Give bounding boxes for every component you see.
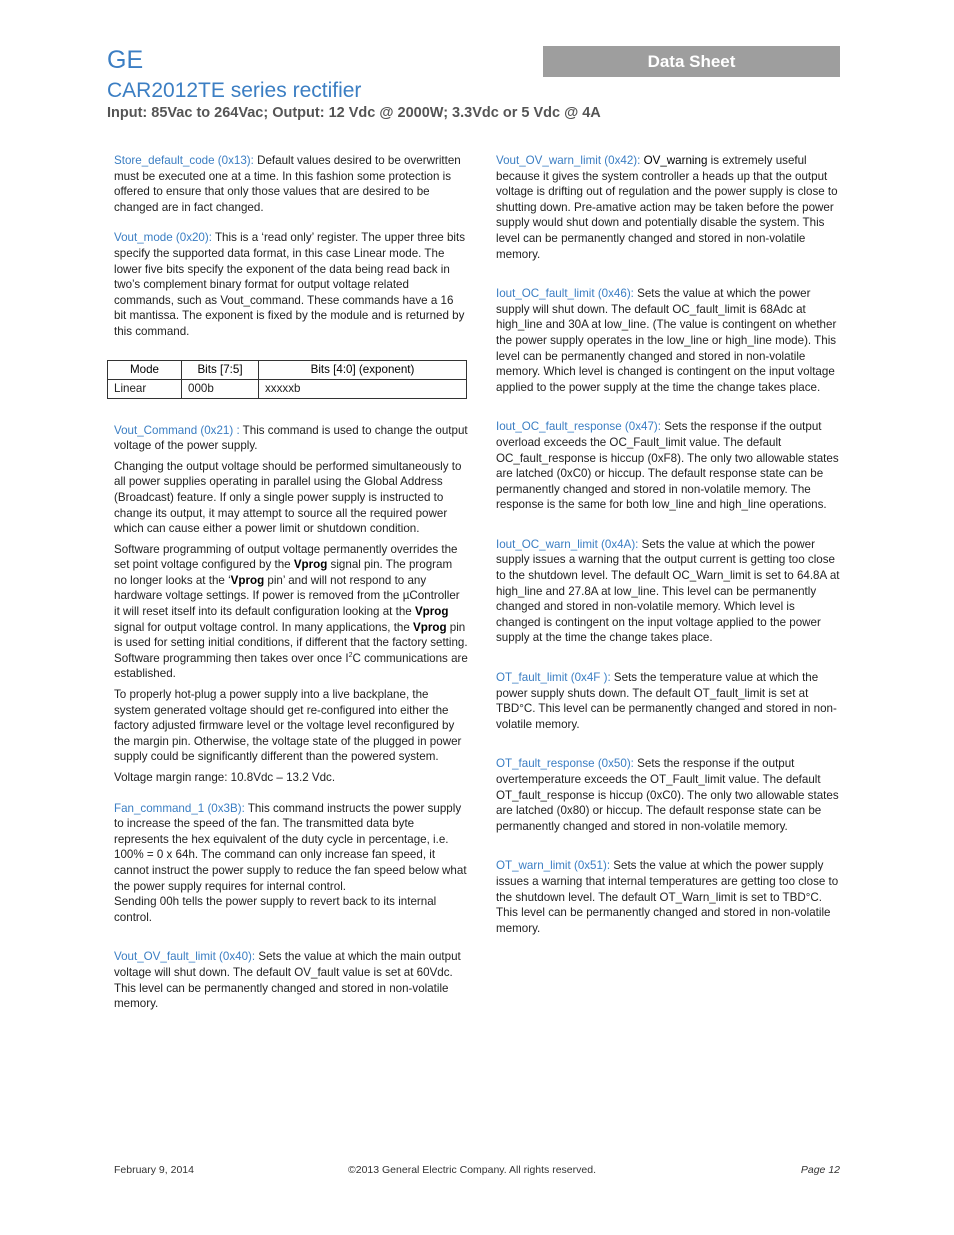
right-column — [496, 153, 841, 936]
table-header-cell: Bits [4:0] (exponent) — [259, 360, 467, 379]
iout-oc-fault-paragraph — [496, 286, 841, 395]
table-row — [108, 379, 467, 398]
vprog-term: Vprog — [414, 605, 449, 619]
store-default-code-paragraph — [114, 153, 468, 215]
register-name: Vout_OV_warn_limit (0x42): — [496, 154, 641, 167]
register-description: is extremely useful because it gives the system controller a heads up that the output voltage is drifting out of regulation and the power supply is close to shutting down. Pre-amative action may be taken before the power supply would shut down and potentially disable the system. This level can be permanently changed and stored in non-volatile memory. — [496, 154, 838, 261]
brand-logo-text: GE — [107, 46, 144, 74]
ot-response-paragraph — [496, 756, 841, 834]
vout-command-paragraph-3 — [114, 542, 468, 682]
footer-copyright: ©2013 General Electric Company. All rights reserved. — [348, 1164, 596, 1176]
register-description: Sets the value at which the power supply issues a warning that the output current is getting too close to the shutdown level. The default OC_Warn_limit is set to 64.8A at high_line and 27.8A at low_line. This level can be permanently changed and stored in non-volatile memory. Which level is changed is contingent on the input voltage applied to the power supply at the time the change takes place. — [496, 537, 840, 645]
register-name: Iout_OC_warn_limit (0x4A): — [496, 537, 639, 551]
register-description: This command instructs the power supply to increase the speed of the fan. The transmitted data byte represents the hex equivalent of the duty cycle in percentage, i.e. 100% = 0 x 64h. The command can only increase fan speed, it cannot instruct the power supply to reduce the fan speed below what the power supply requires for internal control. — [114, 801, 467, 893]
vout-ov-fault-paragraph — [114, 949, 468, 1011]
table-header-cell: Bits [7:5] — [182, 360, 259, 379]
register-name: Store_default_code (0x13): — [114, 154, 254, 167]
text-run: C communications are established. — [114, 651, 468, 681]
vout-mode-paragraph — [114, 230, 468, 339]
text-run: signal for output voltage control. In many applications, the — [114, 620, 414, 634]
vprog-term: Vprog — [230, 573, 265, 587]
iout-oc-response-paragraph — [496, 419, 841, 513]
register-description: Default values desired to be overwritten must be executed one at a time. In this fashion some protection is offered to ensure that only those values that are desired to be changed are in fact changed. — [114, 154, 461, 214]
register-name: OT_warn_limit (0x51): — [496, 859, 611, 873]
ot-warn-paragraph — [496, 858, 841, 936]
ov-warning-term: OV_warning — [643, 154, 708, 167]
iout-oc-warn-paragraph — [496, 537, 841, 646]
fan-command-paragraph-2: Sending 00h tells the power supply to revert back to its internal control. — [114, 895, 437, 924]
table-cell: 000b — [182, 379, 259, 398]
register-description: Sets the response if the output overtemperature exceeds the OT_Fault_limit value. The default OT_fault_response is hiccup (0xC0). The only two allowable states are latched (0x80) or hiccup. The default response state can be permanently changed and stored in non-volatile memory. — [496, 757, 839, 833]
register-description: This command is used to change the output voltage of the power supply. — [114, 423, 468, 453]
vprog-term: Vprog — [413, 620, 447, 634]
register-name: Iout_OC_fault_limit (0x46): — [496, 287, 634, 301]
register-description: Sets the value at which the power supply issues a warning that internal temperatures are getting too close to the shutdown level. The default OT_Warn_limit is set to TBD°C. This level can be permanently changed and stored in non-volatile memory. — [496, 859, 839, 935]
register-description: Sets the response if the output overload exceeds the OC_Fault_limit value. The default OC_fault_response is hiccup (0xF8). The only two allowable states are latched (0xC0) or hiccup. The default response state can be permanently changed and stored in non-volatile memory. The response is the same for both low_line and high_line operations. — [496, 420, 839, 512]
register-name: Vout_OV_fault_limit (0x40): — [114, 950, 256, 964]
vout-command-paragraph — [114, 423, 468, 454]
register-name: Vout_Command (0x21) : — [114, 423, 240, 437]
voltage-margin-range: Voltage margin range: 10.8Vdc – 13.2 Vdc. — [114, 771, 336, 784]
table-header-cell: Mode — [108, 360, 182, 379]
mode-bits-table — [107, 360, 467, 399]
text-run: pin is used for setting initial conditions, if different that the factory setting. Software programming then takes over once I — [114, 620, 468, 665]
register-name: OT_fault_response (0x50): — [496, 757, 634, 771]
text-run: Software programming of output voltage permanently overrides the set point voltage configured by the — [114, 542, 458, 572]
register-description: Sets the temperature value at which the power supply shuts down. The default OT_fault_limit is set at TBD°C. This level can be permanently changed and stored in non-volatile memory. — [496, 671, 837, 731]
product-subtitle: Input: 85Vac to 264Vac; Output: 12 Vdc @ 2000W; 3.3Vdc or 5 Vdc @ 4A — [107, 105, 601, 121]
text-run: signal pin. The program no longer looks at the ‘ — [114, 558, 453, 587]
fan-command-paragraph — [114, 801, 468, 895]
data-sheet-banner: Data Sheet — [543, 46, 840, 77]
register-name: OT_fault_limit (0x4F ): — [496, 671, 611, 685]
register-name: Fan_command_1 (0x3B): — [114, 801, 245, 815]
register-description: Sets the value at which the power supply will shut down. The default OC_fault_limit is 68Adc at high_line and 30A at low_line. (The value is contingent on whether the power supply operates in the low_line or high_line mode). This level can be permanently changed and stored in non-volatile memory. Which level is changed is contingent on the input voltage applied to the power supply at the time the change takes place. — [496, 287, 837, 394]
register-description: Sets the value at which the main output voltage will shut down. The default OV_fault value is set at 60Vdc. This level can be permanently changed and stored in non-volatile memory. — [114, 950, 461, 1011]
left-column — [114, 153, 468, 1012]
register-description: This is a ‘read only’ register. The upper three bits specify the supported data format, in this case Linear mode. The lower five bits specify the exponent of the data being read back in two’s complement binary format for output voltage related commands, such as Vout_command. These commands have a 16 bit mantissa. The exponent is fixed by the module and is returned by this command. — [114, 231, 466, 338]
table-cell: Linear — [108, 379, 182, 398]
vout-command-paragraph-4: To properly hot-plug a power supply into a live backplane, the system generated voltage should get re-configured into either the factory adjusted firmware level or the voltage level reconfigured by the margin pin. Otherwise, the voltage state of the plugged in power supply could be significantly different than the powered system. — [114, 688, 462, 764]
ot-fault-paragraph — [496, 670, 841, 732]
product-title: CAR2012TE series rectifier — [107, 79, 362, 102]
text-run: pin’ and will not respond to any hardware voltage settings. If power is removed from the µController it will reset itself into its default configuration looking at the — [114, 573, 460, 619]
footer-page-number: Page 12 — [800, 1164, 840, 1176]
vout-command-paragraph-2: Changing the output voltage should be performed simultaneously to all power supplies operating in parallel using the Global Address (Broadcast) feature. If only a single power supply is instructed to change its output, it may attempt to source all the required power which can cause either a power limit or shutdown condition. — [114, 459, 462, 536]
table-header-row — [108, 360, 467, 379]
superscript: 2 — [348, 651, 353, 659]
footer-date: February 9, 2014 — [114, 1164, 194, 1176]
register-name: Vout_mode (0x20): — [114, 231, 212, 245]
register-name: Iout_OC_fault_response (0x47): — [496, 420, 661, 434]
table-cell: xxxxxb — [259, 379, 467, 398]
vprog-term: Vprog — [293, 558, 328, 572]
vout-ov-warn-paragraph — [496, 153, 841, 262]
